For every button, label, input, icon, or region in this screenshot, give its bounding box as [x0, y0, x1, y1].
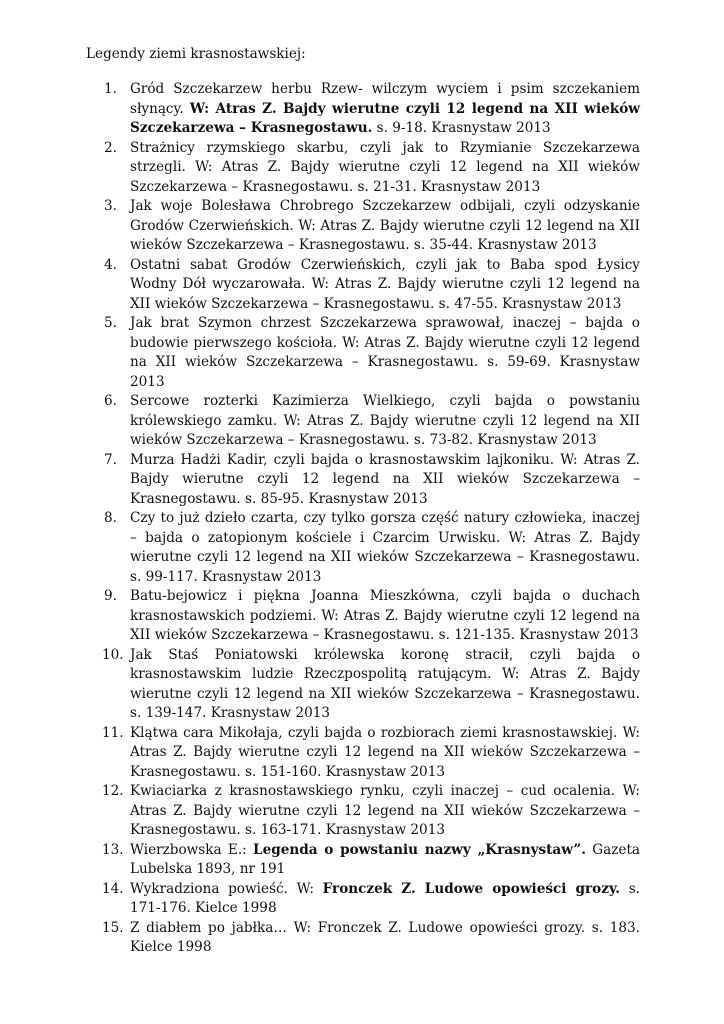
- list-item: [86, 314, 640, 392]
- list-item-number: 6.: [104, 393, 117, 409]
- bold-citation: W: Atras Z. Bajdy wierutne czyli 12 legend na XII wieków Szczekarzewa – Krasnegostawu.: [130, 100, 640, 136]
- entry-text: s. 9-18. Krasnystaw 2013: [372, 120, 551, 136]
- list-item-number: 9.: [104, 588, 117, 604]
- document-heading: Legendy ziemi krasnostawskiej:: [86, 46, 306, 62]
- list-item-number: 5.: [104, 315, 117, 331]
- list-item: [86, 80, 640, 139]
- bold-citation: Legenda o powstaniu nazwy „Krasnystaw”.: [253, 841, 586, 858]
- list-item-number: 3.: [104, 198, 117, 214]
- list-item: [86, 841, 640, 880]
- entry-text: Gród Szczekarzew herbu Rzew- wilczym wyciem i psim szczekaniem słynący.: [130, 81, 640, 117]
- list-item-number: 8.: [104, 510, 117, 526]
- entry-text: Strażnicy rzymskiego skarbu, czyli jak to Rzymianie Szczekarzewa strzegli. W: Atras Z. Bajdy wierutne czyli 12 legend na XII wieków Szczekarzewa – Krasnegostawu. s. 21-31. Krasnystaw 2013: [130, 139, 640, 195]
- list-item-number: 4.: [104, 256, 117, 273]
- list-item: [86, 256, 640, 315]
- entry-text: Sercowe rozterki Kazimierza Wielkiego, czyli bajda o powstaniu królewskiego zamku. W: Atras Z. Bajdy wierutne czyli 12 legend na XII wieków Szczekarzewa – Krasnegostawu. s. 73-82. Krasnystaw 2013: [130, 393, 640, 448]
- list-item: [86, 724, 640, 783]
- entry-text: Jak brat Szymon chrzest Szczekarzewa sprawował, inaczej – bajda o budowie pierwszego kościoła. W: Atras Z. Bajdy wierutne czyli 12 legend na XII wieków Szczekarzewa – Krasnegostawu. s. 59-69. Krasnystaw 2013: [130, 315, 640, 390]
- entry-text: s. 171-176. Kielce 1998: [130, 880, 641, 916]
- entry-text: Wierzbowska E.:: [130, 841, 254, 858]
- entry-text: Gazeta Lubelska 1893, nr 191: [130, 841, 641, 877]
- entry-text: Jak woje Bolesława Chrobrego Szczekarzew odbijali, czyli odzyskanie Grodów Czerwieńskich. W: Atras Z. Bajdy wierutne czyli 12 legend na XII wieków Szczekarzewa – Krasnegostawu. s. 35-44. Krasnystaw 2013: [130, 198, 640, 253]
- list-item: [86, 197, 640, 256]
- entry-text: Jak Staś Poniatowski królewska koronę stracił, czyli bajda o krasnostawskim ludzie Rzeczpospolitą ratującym. W: Atras Z. Bajdy wierutne czyli 12 legend na XII wieków Szczekarzewa – Krasnegostawu. s. 139-147. Krasnystaw 2013: [130, 646, 640, 721]
- entry-text: Murza Hadżi Kadir, czyli bajda o krasnostawskim lajkoniku. W: Atras Z. Bajdy wierutne czyli 12 legend na XII wieków Szczekarzewa – Krasnegostawu. s. 85-95. Krasnystaw 2013: [130, 451, 640, 507]
- list-item-number: 15.: [102, 919, 124, 936]
- list-item-number: 1.: [104, 81, 117, 97]
- list-item-number: 13.: [102, 841, 124, 858]
- entry-text: Batu-bejowicz i piękna Joanna Mieszkówna, czyli bajda o duchach krasnostawskich podziemi. W: Atras Z. Bajdy wierutne czyli 12 legend na XII wieków Szczekarzewa – Krasnegostawu. s. 121-135. Krasnystaw 2013: [130, 588, 640, 643]
- list-item-number: 2.: [104, 139, 117, 156]
- list-item: [86, 646, 640, 724]
- list-item: [86, 451, 640, 510]
- entry-text: Z diabłem po jabłka… W: Fronczek Z. Ludowe opowieści grozy. s. 183. Kielce 1998: [130, 919, 640, 955]
- list-item: [86, 880, 640, 919]
- entry-text: Kwiaciarka z krasnostawskiego rynku, czyli inaczej – cud ocalenia. W: Atras Z. Bajdy wierutne czyli 12 legend na XII wieków Szczekarzewa – Krasnegostawu. s. 163-171. Krasnystaw 2013: [130, 783, 640, 838]
- list-item: [86, 587, 640, 646]
- list-item: [86, 509, 640, 587]
- list-item: [86, 919, 640, 958]
- list-item-number: 11.: [102, 724, 124, 741]
- list-item: [86, 392, 640, 451]
- bold-citation: Fronczek Z. Ludowe opowieści grozy.: [322, 880, 621, 897]
- list-item-number: 7.: [104, 451, 117, 468]
- entry-text: Klątwa cara Mikołaja, czyli bajda o rozbiorach ziemi krasnostawskiej. W: Atras Z. Bajdy wierutne czyli 12 legend na XII wieków Szczekarzewa – Krasnegostawu. s. 151-160. Krasnystaw 2013: [130, 724, 640, 780]
- legend-list: [86, 80, 640, 958]
- entry-text: Ostatni sabat Grodów Czerwieńskich, czyli jak to Baba spod Łysicy Wodny Dół wyczarowała. W: Atras Z. Bajdy wierutne czyli 12 legend na XII wieków Szczekarzewa – Krasnegostawu. s. 47-55. Krasnystaw 2013: [130, 256, 640, 312]
- list-item-number: 14.: [102, 880, 124, 897]
- list-item-number: 10.: [102, 646, 124, 663]
- entry-text: Czy to już dzieło czarta, czy tylko gorsza część natury człowieka, inaczej – bajda o zatopionym kościele i Czarcim Urwisku. W: Atras Z. Bajdy wierutne czyli 12 legend na XII wieków Szczekarzewa – Krasnegostawu. s. 99-117. Krasnystaw 2013: [130, 510, 640, 585]
- list-item: [86, 782, 640, 841]
- list-item: [86, 139, 640, 198]
- list-item-number: 12.: [102, 783, 124, 799]
- entry-text: Wykradziona powieść. W:: [130, 880, 323, 897]
